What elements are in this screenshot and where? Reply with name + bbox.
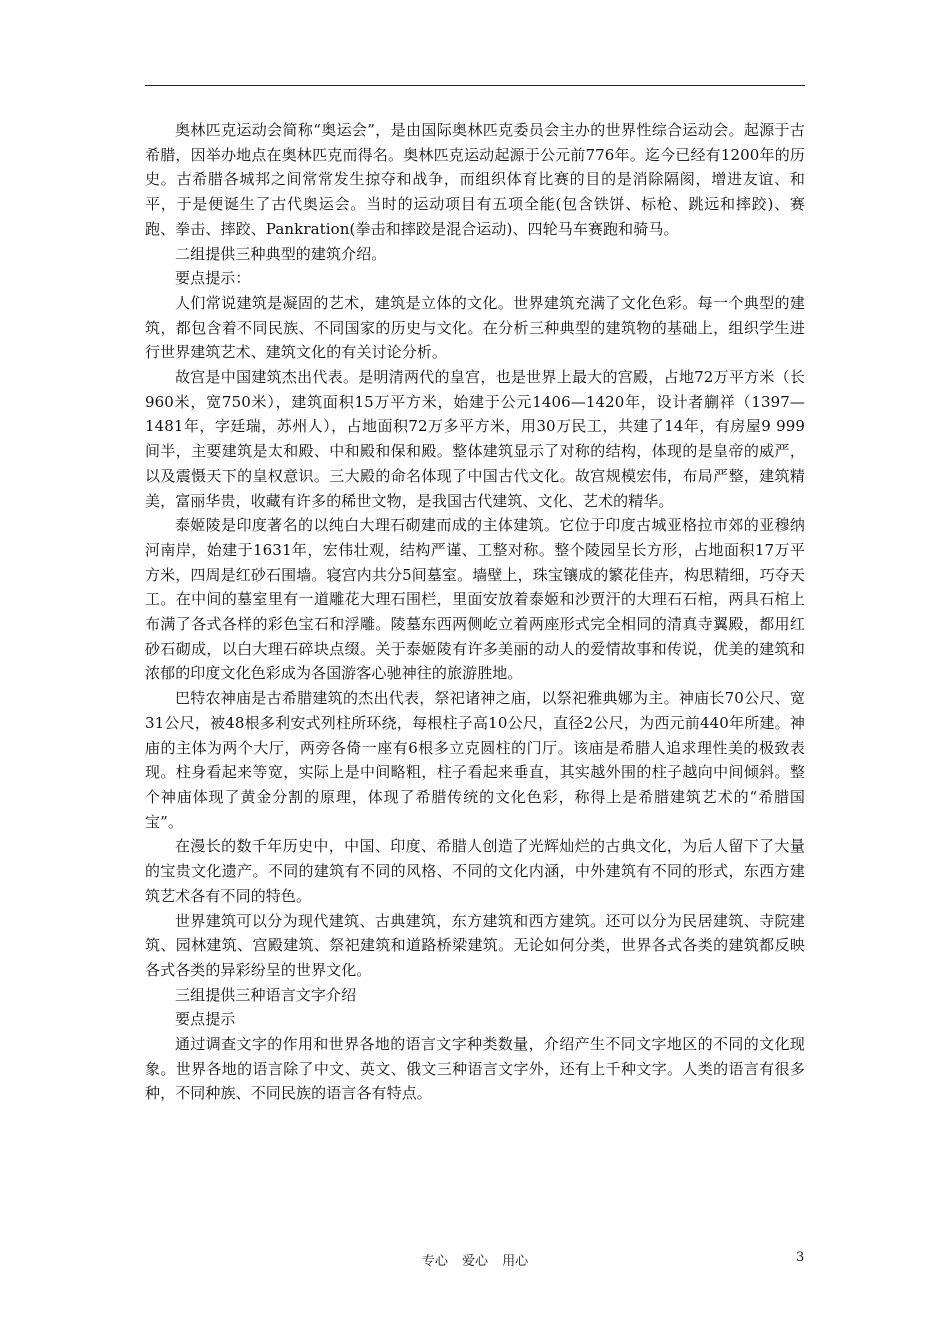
page-number: 3 — [796, 1250, 805, 1265]
paragraph-key-points-label-2: 要点提示 — [175, 1010, 236, 1029]
paragraph-parthenon: 巴特农神庙是古希腊建筑的杰出代表，祭祀诸神之庙，以祭祀雅典娜为主。神庙长70公尺、宽31公尺，被48根多利安式列柱所环绕，每根柱子高10公尺，直径2公尺，为西元前440年所建。神庙的主体为两个大厅，两旁各倚一座有6根多立克圆柱的门厅。该庙是希腊人追求理性美的极致表现。柱身看起来等宽，实际上是中间略粗，柱子看起来垂直，其实越外围的柱子越向中间倾斜。整个神庙体现了黄金分割的原理，体现了希腊传统的文化色彩，称得上是希腊建筑艺术的“希腊国宝”。 — [145, 689, 805, 831]
paragraph-architecture-intro: 人们常说建筑是凝固的艺术，建筑是立体的文化。世界建筑充满了文化色彩。每一个典型的建筑，都包含着不同民族、不同国家的历史与文化。在分析三种典型的建筑物的基础上，组织学生进行世界建筑艺术、建筑文化的有关讨论分析。 — [145, 293, 805, 362]
paragraph-group3-heading: 三组提供三种语言文字介绍 — [175, 985, 357, 1004]
paragraph-architecture-types: 世界建筑可以分为现代建筑、古典建筑，东方建筑和西方建筑。还可以分为民居建筑、寺院建筑、园林建筑、宫殿建筑、祭祀建筑和道路桥梁建筑。无论如何分类，世界各式各类的建筑都反映各式各类的异彩纷呈的世界文化。 — [145, 911, 805, 979]
paragraph-group2-heading: 二组提供三种典型的建筑介绍。 — [175, 244, 387, 263]
header-rule — [145, 85, 805, 86]
paragraph-languages: 通过调查文字的作用和世界各地的语言文字种类数量，介绍产生不同文字地区的不同的文化现象。世界各地的语言除了中文、英文、俄文三种语言文字外，还有上千种文字。人类的语言有很多种，不同种族、不同民族的语言各有特点。 — [145, 1035, 805, 1103]
paragraph-taj-mahal: 泰姬陵是印度著名的以纯白大理石砌建而成的主体建筑。它位于印度古城亚格拉市郊的亚穆纳河南岸，始建于1631年，宏伟壮观，结构严谨、工整对称。整个陵园呈长方形，占地面积17万平方米，四周是红砂石围墙。寝宫内共分5间墓室。墙壁上，珠宝镶成的繁花佳卉，构思精细，巧夺天工。在中间的墓室里有一道雕花大理石围栏，里面安放着泰姬和沙贾汗的大理石石棺，两具石棺上布满了各式各样的彩色宝石和浮雕。陵墓东西两侧屹立着两座形式完全相同的清真寺翼殿，都用红砂石砌成，以白大理石碎块点缀。关于泰姬陵有许多美丽的动人的爱情故事和传说，优美的建筑和浓郁的印度文化色彩成为各国游客心驰神往的旅游胜地。 — [145, 516, 805, 683]
footer-motto: 专心 爱心 用心 — [421, 1254, 529, 1269]
paragraph-classical-cultures: 在漫长的数千年历史中，中国、印度、希腊人创造了光辉灿烂的古典文化，为后人留下了大量的宝贵文化遗产。不同的建筑有不同的风格、不同的文化内涵，中外建筑有不同的形式，东西方建筑艺术各有不同的特色。 — [145, 837, 805, 905]
page-footer — [0, 1250, 950, 1270]
paragraph-olympics: 奥林匹克运动会简称“奥运会”，是由国际奥林匹克委员会主办的世界性综合运动会。起源于古希腊，因举办地点在奥林匹克而得名。奥林匹克运动起源于公元前776年。迄今已经有1200年的历史。古希腊各城邦之间常常发生掠夺和战争，而组织体育比赛的目的是消除隔阂，增进友谊、和平，于是便诞生了古代奥运会。当时的运动项目有五项全能(包含铁饼、标枪、跳远和摔跤)、赛跑、拳击、摔跤、Pankration(拳击和摔跤是混合运动)、四轮马车赛跑和骑马。 — [145, 121, 805, 238]
document-body — [145, 118, 805, 1106]
paragraph-key-points-label: 要点提示： — [175, 269, 251, 288]
paragraph-forbidden-city: 故宫是中国建筑杰出代表。是明清两代的皇宫，也是世界上最大的宫殿，占地72万平方米（长960米，宽750米），建筑面积15万平方米，始建于公元1406—1420年，设计者蒯祥（1397—1481年，字廷瑞，苏州人），占地面积72万多平方米，用30万民工，共建了14年，有房屋9 999间半，主要建筑是太和殿、中和殿和保和殿。整体建筑显示了对称的结构，体现的是皇帝的威严，以及震慑天下的皇权意识。三大殿的命名体现了中国古代文化。故宫规模宏伟，布局严整，建筑精美，富丽华贵，收藏有许多的稀世文物，是我国古代建筑、文化、艺术的精华。 — [145, 368, 805, 510]
